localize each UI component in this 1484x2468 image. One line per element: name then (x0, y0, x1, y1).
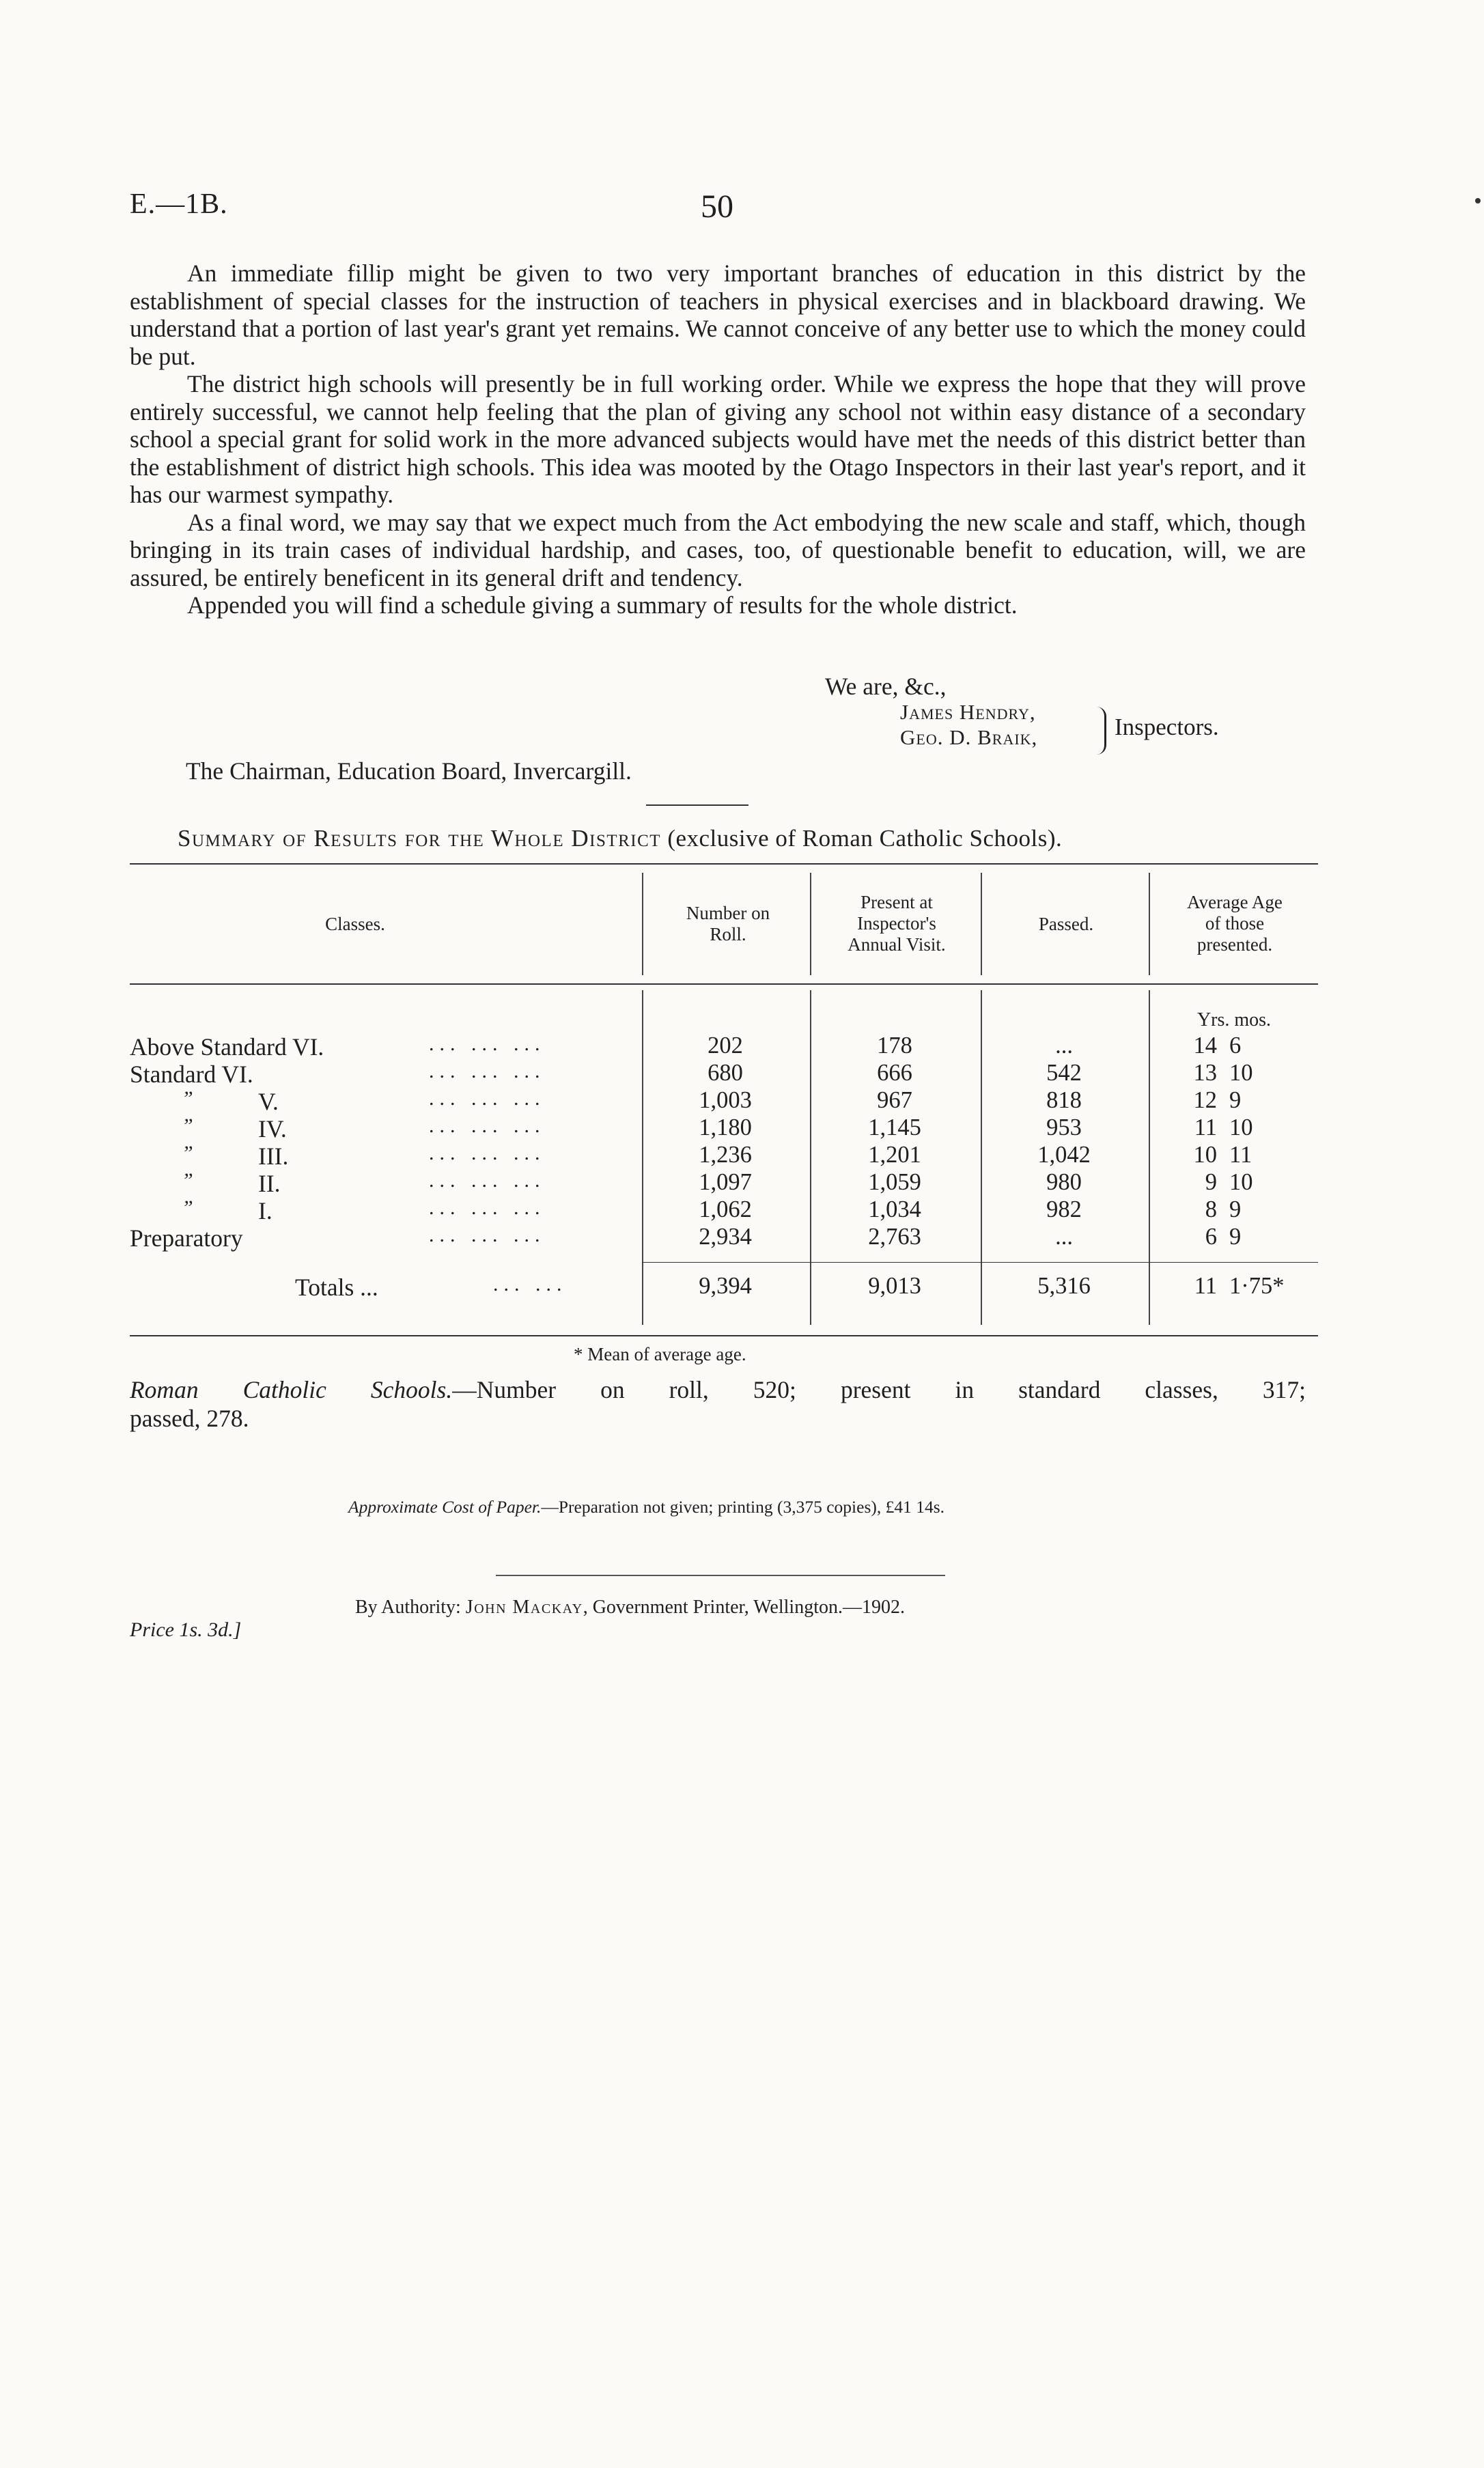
row-label: V. (258, 1088, 279, 1115)
section-divider (646, 804, 748, 806)
cell-age-yrs: 10 (1193, 1142, 1217, 1168)
col-divider (642, 873, 643, 975)
authority-rule (496, 1575, 945, 1576)
cell-present: 1,145 (868, 1114, 921, 1140)
cell-passed: 980 (1046, 1169, 1082, 1195)
cell-present: 1,201 (868, 1142, 921, 1168)
row-leaders: ... ... ... (429, 1169, 546, 1192)
header-present (814, 892, 979, 955)
paragraph-high-schools: The district high schools will presently be in full working order. While we express the hope that they will prove entirely successful, we cannot help feeling that the plan of giving any school not within easy distance of a secondary school a special grant for solid work in the more advanced subjects would have met the needs of this district better than the establishment of district high schools. This idea was mooted by the Otago Inspectors in their last year's report, and it has our warmest sympathy. (130, 370, 1306, 508)
cell-age-mos: 10 (1229, 1114, 1253, 1140)
table-footnote: * Mean of average age. (574, 1344, 746, 1364)
totals-age-yrs: 11 (1194, 1273, 1217, 1299)
page-number: 50 (701, 188, 733, 225)
price-note: Price 1s. 3d.] (130, 1618, 242, 1641)
row-label: I. (258, 1197, 272, 1224)
summary-title-rest: (exclusive of Roman Catholic Schools). (667, 825, 1063, 852)
cell-age-mos: 11 (1229, 1142, 1252, 1168)
body-text (130, 260, 1306, 619)
cell-roll: 1,003 (699, 1087, 752, 1113)
header-passed: Passed. (1038, 914, 1094, 934)
approx-cost-text: —Preparation not given; printing (3,375 copies), £41 14s. (541, 1497, 945, 1517)
row-leaders: ... ... ... (429, 1114, 546, 1137)
cell-present: 2,763 (868, 1224, 921, 1250)
margin-mark (1475, 198, 1481, 204)
col-divider (1149, 990, 1150, 1325)
header-age-line: of those (1205, 913, 1265, 934)
approx-cost-label: Approximate Cost of Paper. (348, 1497, 542, 1517)
header-classes: Classes. (325, 914, 385, 934)
cell-passed: ... (1055, 1033, 1073, 1058)
header-roll-line: Number on (686, 903, 770, 923)
ditto-mark: ” (182, 1142, 193, 1164)
authority-prefix: By Authority: (355, 1597, 461, 1618)
header-present-line: Present at (860, 892, 933, 912)
row-label: Above Standard VI. (130, 1033, 324, 1061)
authority-line (355, 1597, 905, 1618)
signatory-braik: Geo. D. Braik, (900, 725, 1038, 749)
cell-age-yrs: 14 (1193, 1033, 1217, 1058)
signature-block (900, 699, 1037, 750)
cell-age-yrs: 13 (1193, 1060, 1217, 1086)
totals-label: Totals ... (295, 1274, 378, 1301)
table-top-rule (130, 863, 1318, 865)
row-leaders: ... ... ... (429, 1087, 546, 1110)
cell-age-mos: 6 (1229, 1033, 1242, 1058)
totals-passed: 5,316 (1037, 1273, 1091, 1299)
header-age-line: presented. (1196, 934, 1273, 955)
document-reference: E.—1B. (130, 188, 228, 220)
cell-age-mos: 10 (1229, 1060, 1253, 1086)
cell-roll: 2,934 (699, 1224, 752, 1250)
row-leaders: ... ... ... (429, 1224, 546, 1246)
row-label: II. (258, 1170, 281, 1197)
paragraph-final-word: As a final word, we may say that we expect much from the Act embodying the new scale and staff, which, though bringing in its train cases of individual hardship, and cases, too, of questionable benefit to education, will, we are assured, be entirely beneficent in its general drift and tendency. (130, 508, 1306, 591)
row-leaders: ... ... ... (429, 1142, 546, 1164)
header-present-line: Inspector's (857, 913, 936, 934)
paragraph-appended: Appended you will find a schedule giving a summary of results for the whole district. (187, 591, 1018, 619)
cell-age-mos: 10 (1229, 1169, 1253, 1195)
paragraph-fillip: An immediate fillip might be given to two very important branches of education in this district by the establishment of special classes for the instruction of teachers in physical exercises and in blackboard drawing. We understand that a portion of last year's grant yet remains. We cannot conceive of any better use to which the money could be put. (130, 260, 1306, 370)
cell-present: 666 (877, 1060, 912, 1086)
row-label: Preparatory (130, 1224, 243, 1252)
cell-age-yrs: 9 (1205, 1169, 1217, 1195)
cell-roll: 1,097 (699, 1169, 752, 1195)
row-label: III. (258, 1142, 289, 1170)
authority-printer: John Mackay (465, 1597, 583, 1618)
salutation: We are, &c., (825, 673, 947, 700)
addressee: The Chairman, Education Board, Invercargill. (186, 757, 632, 785)
age-units: Yrs. mos. (1196, 1009, 1272, 1030)
col-divider (1149, 873, 1150, 975)
totals-present: 9,013 (868, 1273, 921, 1299)
col-divider (810, 873, 811, 975)
ditto-mark: ” (182, 1169, 193, 1192)
roman-catholic-line1: —Number on roll, 520; present in standard classes, 317; (452, 1376, 1306, 1403)
cell-passed: 542 (1046, 1060, 1082, 1086)
cell-present: 178 (877, 1033, 912, 1058)
ditto-mark: ” (182, 1087, 193, 1110)
cell-age-mos: 9 (1229, 1196, 1242, 1222)
table-header-rule (130, 983, 1318, 985)
row-leaders: ... ... ... (429, 1196, 546, 1219)
totals-roll: 9,394 (699, 1273, 752, 1299)
cell-roll: 202 (708, 1033, 743, 1058)
cell-age-yrs: 11 (1194, 1114, 1217, 1140)
header-present-line: Annual Visit. (848, 934, 946, 955)
cell-age-mos: 9 (1229, 1087, 1242, 1113)
cell-present: 1,034 (868, 1196, 921, 1222)
row-label: Standard VI. (130, 1061, 253, 1088)
col-divider (810, 990, 811, 1325)
roman-catholic-label: Roman Catholic Schools. (130, 1376, 453, 1403)
cell-age-yrs: 8 (1205, 1196, 1217, 1222)
totals-rule (642, 1262, 1318, 1263)
row-leaders: ... ... ... (429, 1060, 546, 1082)
cell-present: 967 (877, 1087, 912, 1113)
roman-catholic-note (130, 1376, 1306, 1404)
header-roll-line: Roll. (710, 924, 746, 944)
summary-title (178, 825, 1062, 852)
header-age-line: Average Age (1187, 892, 1283, 912)
row-label: IV. (258, 1115, 287, 1142)
approx-cost (348, 1497, 944, 1517)
cell-passed: ... (1055, 1224, 1073, 1250)
cell-present: 1,059 (868, 1169, 921, 1195)
col-divider (981, 873, 982, 975)
authority-rest: , Government Printer, Wellington.—1902. (583, 1597, 905, 1618)
cell-passed: 953 (1046, 1114, 1082, 1140)
header-age (1154, 892, 1315, 955)
totals-age-mos: 1·75* (1229, 1273, 1285, 1299)
ditto-mark: ” (182, 1196, 193, 1219)
brace (1095, 707, 1106, 755)
table-bottom-rule (130, 1335, 1318, 1336)
cell-passed: 982 (1046, 1196, 1082, 1222)
signatory-hendry: James Hendry, (900, 700, 1036, 724)
cell-age-yrs: 12 (1193, 1087, 1217, 1113)
cell-passed: 1,042 (1037, 1142, 1091, 1168)
totals-leaders: ... ... (493, 1273, 568, 1295)
header-roll (647, 903, 809, 945)
summary-title-main: Summary of Results for the Whole District (178, 825, 662, 852)
roman-catholic-line2: passed, 278. (130, 1405, 249, 1432)
cell-roll: 1,236 (699, 1142, 752, 1168)
col-divider (981, 990, 982, 1325)
cell-passed: 818 (1046, 1087, 1082, 1113)
cell-roll: 680 (708, 1060, 743, 1086)
cell-roll: 1,180 (699, 1114, 752, 1140)
inspectors-role: Inspectors. (1115, 714, 1219, 740)
cell-roll: 1,062 (699, 1196, 752, 1222)
col-divider (642, 990, 643, 1325)
row-leaders: ... ... ... (429, 1033, 546, 1055)
cell-age-yrs: 6 (1205, 1224, 1217, 1250)
cell-age-mos: 9 (1229, 1224, 1242, 1250)
ditto-mark: ” (182, 1114, 193, 1137)
